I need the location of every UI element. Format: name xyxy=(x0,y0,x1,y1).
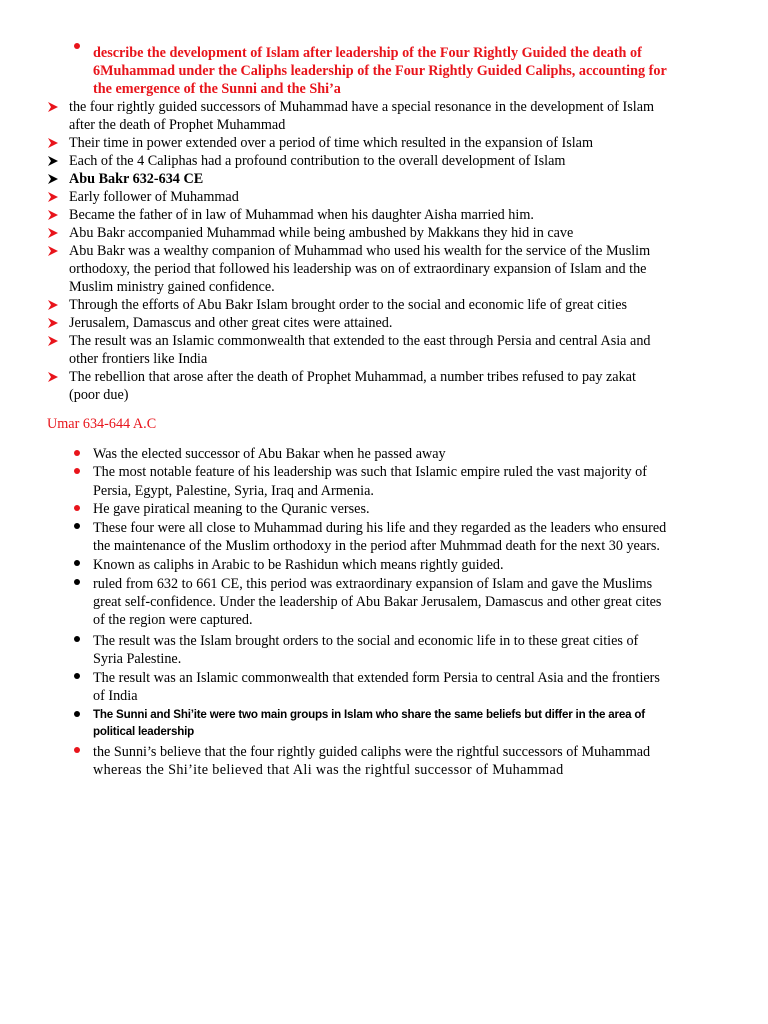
bullet-icon xyxy=(74,43,80,49)
list-item-line: after the death of Prophet Muhammad xyxy=(69,117,286,133)
list-item-line: Muslim ministry gained confidence. xyxy=(69,279,275,295)
red-arrow-icon xyxy=(47,371,59,383)
red-arrow-icon xyxy=(47,101,59,113)
list-item-line: (poor due) xyxy=(69,387,129,403)
red-arrow-icon xyxy=(47,299,59,311)
list-item-line: of the region were captured. xyxy=(93,612,253,628)
intro-line-3: the emergence of the Sunni and the Shi’a xyxy=(93,81,341,97)
bullet-icon xyxy=(74,579,80,585)
list-item-line: Syria Palestine. xyxy=(93,651,182,667)
list-item-line: great self-confidence. Under the leadership of Abu Bakar Jerusalem, Damascus and other great cites xyxy=(93,594,662,610)
list-item-line: orthodoxy, the period that followed his leadership was on of extraordinary expansion of Islam and the xyxy=(69,261,647,277)
list-item-line: The Sunni and Shi’ite were two main groups in Islam who share the same beliefs but differ in the area of xyxy=(93,708,645,721)
list-item-line: Each of the 4 Caliphas had a profound contribution to the overall development of Islam xyxy=(69,153,566,169)
list-item-line: These four were all close to Muhammad during his life and they regarded as the leaders who ensured xyxy=(93,520,667,536)
black-arrow-icon xyxy=(47,155,59,167)
list-item-line: whereas the Shi’ite believed that Ali was the rightful successor of Muhammad xyxy=(93,762,564,778)
list-item-line: Persia, Egypt, Palestine, Syria, Iraq and Armenia. xyxy=(93,483,374,499)
red-arrow-icon xyxy=(47,245,59,257)
list-item-line: The result was an Islamic commonwealth that extended to the east through Persia and central Asia and xyxy=(69,333,651,349)
intro-line-2: 6Muhammad under the Caliphs leadership of the Four Rightly Guided Caliphs, accounting for xyxy=(93,63,667,79)
bullet-icon xyxy=(74,673,80,679)
list-item-line: Was the elected successor of Abu Bakar when he passed away xyxy=(93,446,446,462)
list-item-line: Early follower of Muhammad xyxy=(69,189,239,205)
list-item-line: He gave piratical meaning to the Quranic verses. xyxy=(93,501,370,517)
intro-line-1: describe the development of Islam after leadership of the Four Rightly Guided the death of xyxy=(93,45,642,61)
red-arrow-icon xyxy=(47,227,59,239)
list-item-line: other frontiers like India xyxy=(69,351,208,367)
red-arrow-icon xyxy=(47,191,59,203)
bullet-icon xyxy=(74,636,80,642)
list-item-line: Known as caliphs in Arabic to be Rashidun which means rightly guided. xyxy=(93,557,504,573)
list-item-line: the maintenance of the Muslim orthodoxy in the period after Muhmmad death for the next 30 years. xyxy=(93,538,660,554)
list-item-line: The result was the Islam brought orders to the social and economic life in to these great cities of xyxy=(93,633,639,649)
list-item-line: The most notable feature of his leadership was such that Islamic empire ruled the vast majority of xyxy=(93,464,647,480)
bullet-icon xyxy=(74,747,80,753)
list-item-line: Became the father of in law of Muhammad when his daughter Aisha married him. xyxy=(69,207,534,223)
red-arrow-icon xyxy=(47,317,59,329)
bullet-icon xyxy=(74,505,80,511)
list-item-line: political leadership xyxy=(93,725,195,738)
red-arrow-icon xyxy=(47,209,59,221)
bullet-icon xyxy=(74,450,80,456)
list-item-line: Abu Bakr was a wealthy companion of Muhammad who used his wealth for the service of the Muslim xyxy=(69,243,651,259)
black-arrow-icon xyxy=(47,173,59,185)
list-item-line: Through the efforts of Abu Bakr Islam brought order to the social and economic life of great cities xyxy=(69,297,628,313)
bullet-icon xyxy=(74,711,80,717)
list-item-line: the four rightly guided successors of Muhammad have a special resonance in the development of Islam xyxy=(69,99,655,115)
list-item-line: ruled from 632 to 661 CE, this period was extraordinary expansion of Islam and gave the Muslims xyxy=(93,576,653,592)
list-item-line: Their time in power extended over a period of time which resulted in the expansion of Islam xyxy=(69,135,593,151)
red-arrow-icon xyxy=(47,335,59,347)
list-item-line: The result was an Islamic commonwealth that extended form Persia to central Asia and the frontiers xyxy=(93,670,660,686)
umar-heading: Umar 634-644 A.C xyxy=(47,416,157,432)
bullet-icon xyxy=(74,523,80,529)
list-item-line: Jerusalem, Damascus and other great cites were attained. xyxy=(69,315,393,331)
red-arrow-icon xyxy=(47,137,59,149)
list-item-line: the Sunni’s believe that the four rightly guided caliphs were the rightful successors of Muhammad xyxy=(93,744,651,760)
bullet-icon xyxy=(74,468,80,474)
list-item-line: The rebellion that arose after the death of Prophet Muhammad, a number tribes refused to pay zakat xyxy=(69,369,636,385)
list-item-line: Abu Bakr accompanied Muhammad while being ambushed by Makkans they hid in cave xyxy=(69,225,574,241)
bullet-icon xyxy=(74,560,80,566)
abu-bakr-heading: Abu Bakr 632-634 CE xyxy=(69,171,204,187)
list-item-line: of India xyxy=(93,688,138,704)
